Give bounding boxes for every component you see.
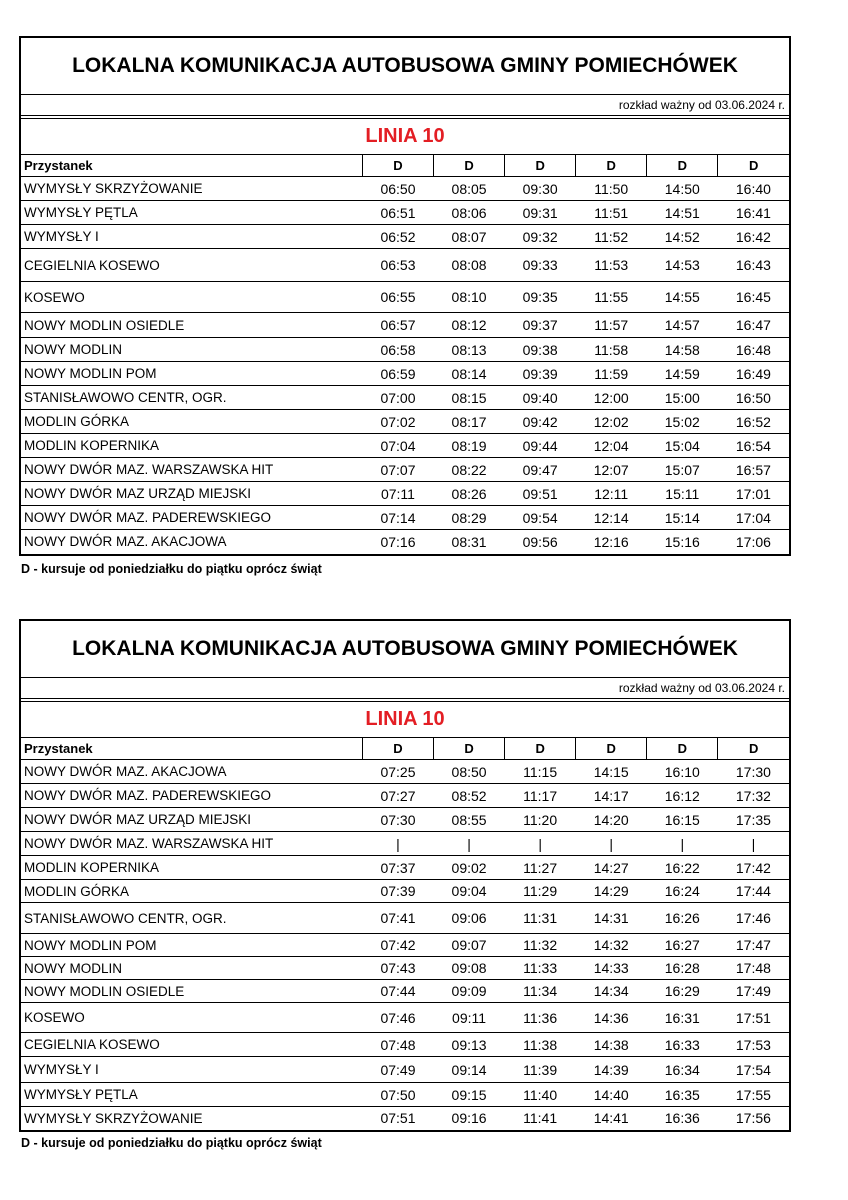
stop-name: NOWY DWÓR MAZ. PADEREWSKIEGO	[21, 506, 362, 530]
course-header: D	[647, 155, 718, 177]
departure-time: 16:12	[647, 784, 718, 808]
departure-time: 16:47	[718, 313, 789, 338]
departure-time: 12:11	[576, 482, 647, 506]
departure-time: 07:30	[362, 808, 433, 832]
departure-time: 08:05	[434, 177, 505, 201]
departure-time: 07:44	[362, 980, 433, 1003]
departure-time: 16:35	[647, 1083, 718, 1107]
timetable-outbound	[19, 36, 791, 576]
departure-time: 17:55	[718, 1083, 789, 1107]
departure-time: 12:04	[576, 434, 647, 458]
stop-name: CEGIELNIA KOSEWO	[21, 1033, 362, 1057]
departure-time: 08:17	[434, 410, 505, 434]
departure-time: |	[505, 832, 576, 856]
departure-time: 14:53	[647, 249, 718, 282]
table-row	[21, 784, 789, 808]
departure-time: 08:26	[434, 482, 505, 506]
departure-time: 14:55	[647, 282, 718, 313]
departure-time: 06:55	[362, 282, 433, 313]
stop-column-header: Przystanek	[21, 155, 362, 177]
stop-name: NOWY MODLIN POM	[21, 362, 362, 386]
departure-time: 09:38	[505, 338, 576, 362]
departure-time: 11:38	[505, 1033, 576, 1057]
departure-time: 14:39	[576, 1057, 647, 1083]
table-row	[21, 934, 789, 957]
departure-time: 16:36	[664, 1110, 700, 1127]
departure-time: 11:29	[505, 880, 576, 903]
departure-time: 11:51	[576, 201, 647, 225]
departure-time: 11:53	[576, 249, 647, 282]
stop-name: NOWY DWÓR MAZ. AKACJOWA	[24, 534, 227, 550]
stop-name: NOWY DWÓR MAZ URZĄD MIEJSKI	[21, 482, 362, 506]
departure-time: 14:51	[647, 201, 718, 225]
departure-time: 06:59	[362, 362, 433, 386]
departure-time: 11:34	[505, 980, 576, 1003]
departure-time: 11:41	[523, 1110, 558, 1127]
departure-time: 07:11	[362, 482, 433, 506]
departure-time: 12:02	[576, 410, 647, 434]
line-name: LINIA 10	[21, 119, 789, 155]
departure-time: 07:39	[362, 880, 433, 903]
stop-name: STANISŁAWOWO CENTR, OGR.	[21, 386, 362, 410]
departure-time: 12:16	[593, 533, 629, 550]
departure-time: 12:00	[576, 386, 647, 410]
departure-time: 09:35	[505, 282, 576, 313]
departure-time: 09:02	[434, 856, 505, 880]
table-row	[21, 225, 789, 249]
departure-time: 06:50	[362, 177, 433, 201]
departure-time: 15:02	[647, 410, 718, 434]
departure-time: 09:37	[505, 313, 576, 338]
table-row	[21, 482, 789, 506]
departure-time: 17:35	[718, 808, 789, 832]
departure-time: 14:38	[576, 1033, 647, 1057]
departure-time: 16:52	[718, 410, 789, 434]
table-row	[21, 1003, 789, 1033]
departure-time: 16:40	[718, 177, 789, 201]
stop-name: NOWY MODLIN	[21, 957, 362, 980]
timetable-title: LOKALNA KOMUNIKACJA AUTOBUSOWA GMINY POMIECHÓWEK	[21, 38, 789, 95]
table-row	[21, 313, 789, 338]
stop-name: NOWY DWÓR MAZ. PADEREWSKIEGO	[21, 784, 362, 808]
course-header: D	[647, 738, 718, 760]
schedule-rows	[21, 760, 789, 1130]
departure-time: 09:07	[434, 934, 505, 957]
departure-time: 16:43	[718, 249, 789, 282]
departure-time: 14:34	[576, 980, 647, 1003]
departure-time: 09:11	[434, 1003, 505, 1033]
departure-time: 09:51	[505, 482, 576, 506]
departure-time: 08:52	[434, 784, 505, 808]
table-row	[21, 832, 789, 856]
departure-time: 11:40	[505, 1083, 576, 1107]
departure-time: 09:31	[505, 201, 576, 225]
departure-time: 09:42	[505, 410, 576, 434]
stop-name: MODLIN KOPERNIKA	[21, 856, 362, 880]
schedule-rows	[21, 177, 789, 554]
timetable-frame	[19, 36, 791, 556]
departure-time: 15:00	[647, 386, 718, 410]
departure-time: 11:33	[505, 957, 576, 980]
departure-time: 08:12	[434, 313, 505, 338]
departure-time: 17:54	[718, 1057, 789, 1083]
departure-time: 14:57	[647, 313, 718, 338]
table-row	[21, 530, 789, 554]
departure-time: 09:56	[522, 533, 558, 550]
departure-time: 16:42	[718, 225, 789, 249]
departure-time: 14:32	[576, 934, 647, 957]
departure-time: 09:14	[434, 1057, 505, 1083]
course-header: D	[505, 738, 576, 760]
departure-time: 15:04	[647, 434, 718, 458]
departure-time: 07:14	[362, 506, 433, 530]
stop-name: KOSEWO	[21, 282, 362, 313]
departure-time: 17:01	[718, 482, 789, 506]
departure-time: |	[362, 832, 433, 856]
course-header: D	[576, 738, 647, 760]
departure-time: 16:49	[718, 362, 789, 386]
departure-time: 15:07	[647, 458, 718, 482]
departure-time: 11:52	[576, 225, 647, 249]
schedule-table	[21, 738, 789, 1130]
stop-name: WYMYSŁY SKRZYŻOWANIE	[24, 1110, 203, 1126]
departure-time: |	[718, 832, 789, 856]
departure-time: 07:04	[362, 434, 433, 458]
departure-time: 09:08	[434, 957, 505, 980]
table-row	[21, 201, 789, 225]
timetable-return	[19, 619, 791, 1150]
table-row	[21, 903, 789, 934]
departure-time: 16:22	[647, 856, 718, 880]
departure-time: 15:16	[664, 533, 700, 550]
table-row	[21, 808, 789, 832]
table-row	[21, 434, 789, 458]
schedule-table	[21, 155, 789, 554]
departure-time: 14:41	[593, 1110, 629, 1127]
table-row	[21, 410, 789, 434]
departure-time: 17:48	[718, 957, 789, 980]
departure-time: 09:47	[505, 458, 576, 482]
stop-name: MODLIN KOPERNIKA	[21, 434, 362, 458]
departure-time: 08:15	[434, 386, 505, 410]
departure-time: 06:52	[362, 225, 433, 249]
departure-time: 14:31	[576, 903, 647, 934]
departure-time: 09:40	[505, 386, 576, 410]
departure-time: 07:46	[362, 1003, 433, 1033]
departure-time: 15:14	[647, 506, 718, 530]
table-row	[21, 1107, 789, 1130]
stop-name: WYMYSŁY PĘTLA	[21, 201, 362, 225]
departure-time: 06:57	[362, 313, 433, 338]
departure-time: 14:27	[576, 856, 647, 880]
departure-time: 14:15	[576, 760, 647, 784]
departure-time: 07:51	[380, 1110, 416, 1127]
departure-time: 07:41	[362, 903, 433, 934]
departure-time: 07:27	[362, 784, 433, 808]
table-row	[21, 506, 789, 530]
course-header: D	[718, 738, 789, 760]
stop-name: WYMYSŁY I	[21, 225, 362, 249]
departure-time: 09:15	[434, 1083, 505, 1107]
stop-name: NOWY DWÓR MAZ. AKACJOWA	[21, 760, 362, 784]
line-name: LINIA 10	[21, 702, 789, 738]
departure-time: 14:58	[647, 338, 718, 362]
departure-time: 07:16	[380, 533, 416, 550]
course-header: D	[362, 155, 433, 177]
stop-name: MODLIN GÓRKA	[21, 410, 362, 434]
departure-time: 07:00	[362, 386, 433, 410]
departure-time: 16:45	[718, 282, 789, 313]
departure-time: 16:41	[718, 201, 789, 225]
departure-time: 09:30	[505, 177, 576, 201]
departure-time: 14:36	[576, 1003, 647, 1033]
course-header: D	[576, 155, 647, 177]
departure-time: 17:42	[718, 856, 789, 880]
table-row	[21, 249, 789, 282]
stop-name: NOWY MODLIN POM	[21, 934, 362, 957]
departure-time: 17:51	[718, 1003, 789, 1033]
departure-time: 15:11	[647, 482, 718, 506]
stop-name: NOWY DWÓR MAZ. WARSZAWSKA HIT	[21, 458, 362, 482]
departure-time: 09:09	[434, 980, 505, 1003]
departure-time: 11:17	[505, 784, 576, 808]
departure-time: 07:50	[362, 1083, 433, 1107]
timetable-frame	[19, 619, 791, 1132]
departure-time: 08:06	[434, 201, 505, 225]
header-row	[21, 738, 789, 760]
departure-time: 09:16	[451, 1110, 487, 1127]
departure-time: |	[647, 832, 718, 856]
table-row	[21, 957, 789, 980]
table-row	[21, 1083, 789, 1107]
table-row	[21, 338, 789, 362]
timetable-title: LOKALNA KOMUNIKACJA AUTOBUSOWA GMINY POMIECHÓWEK	[21, 621, 789, 678]
course-header: D	[434, 155, 505, 177]
departure-time: 07:37	[362, 856, 433, 880]
departure-time: 11:55	[576, 282, 647, 313]
departure-time: 14:20	[576, 808, 647, 832]
table-row	[21, 1057, 789, 1083]
departure-time: 11:39	[505, 1057, 576, 1083]
table-row	[21, 880, 789, 903]
departure-time: 08:31	[451, 533, 487, 550]
legend-note: D - kursuje od poniedziałku do piątku oprócz świąt	[21, 561, 322, 576]
departure-time: 17:32	[718, 784, 789, 808]
table-row	[21, 458, 789, 482]
departure-time: 07:43	[362, 957, 433, 980]
departure-time: 09:44	[505, 434, 576, 458]
departure-time: 16:26	[647, 903, 718, 934]
stop-name: NOWY MODLIN OSIEDLE	[21, 313, 362, 338]
table-row	[21, 362, 789, 386]
table-row	[21, 1033, 789, 1057]
legend-note: D - kursuje od poniedziałku do piątku oprócz świąt	[21, 1135, 322, 1150]
departure-time: 07:07	[362, 458, 433, 482]
departure-time: 11:58	[576, 338, 647, 362]
stop-name: NOWY DWÓR MAZ URZĄD MIEJSKI	[21, 808, 362, 832]
departure-time: 16:57	[718, 458, 789, 482]
departure-time: 17:53	[718, 1033, 789, 1057]
stop-name: WYMYSŁY PĘTLA	[21, 1083, 362, 1107]
departure-time: 11:31	[505, 903, 576, 934]
departure-time: 17:49	[718, 980, 789, 1003]
departure-time: 16:15	[647, 808, 718, 832]
departure-time: 08:14	[434, 362, 505, 386]
departure-time: 08:13	[434, 338, 505, 362]
departure-time: 09:13	[434, 1033, 505, 1057]
departure-time: 06:51	[362, 201, 433, 225]
departure-time: |	[576, 832, 647, 856]
stop-name: NOWY MODLIN	[21, 338, 362, 362]
departure-time: 07:25	[362, 760, 433, 784]
departure-time: 11:50	[576, 177, 647, 201]
departure-time: 07:48	[362, 1033, 433, 1057]
header-row	[21, 155, 789, 177]
table-row	[21, 177, 789, 201]
stop-name: NOWY DWÓR MAZ. WARSZAWSKA HIT	[21, 832, 362, 856]
stop-column-header: Przystanek	[21, 738, 362, 760]
departure-time: |	[434, 832, 505, 856]
departure-time: 16:34	[647, 1057, 718, 1083]
departure-time: 14:52	[647, 225, 718, 249]
departure-time: 08:10	[434, 282, 505, 313]
departure-time: 07:42	[362, 934, 433, 957]
departure-time: 08:50	[434, 760, 505, 784]
departure-time: 16:54	[718, 434, 789, 458]
departure-time: 14:17	[576, 784, 647, 808]
departure-time: 11:15	[505, 760, 576, 784]
departure-time: 17:04	[718, 506, 789, 530]
departure-time: 08:08	[434, 249, 505, 282]
table-row	[21, 856, 789, 880]
stop-name: KOSEWO	[21, 1003, 362, 1033]
departure-time: 14:40	[576, 1083, 647, 1107]
departure-time: 09:54	[505, 506, 576, 530]
departure-time: 14:50	[647, 177, 718, 201]
course-header: D	[434, 738, 505, 760]
stop-name: CEGIELNIA KOSEWO	[21, 249, 362, 282]
stop-name: NOWY MODLIN OSIEDLE	[21, 980, 362, 1003]
departure-time: 07:02	[362, 410, 433, 434]
departure-time: 16:10	[647, 760, 718, 784]
departure-time: 06:58	[362, 338, 433, 362]
departure-time: 16:31	[647, 1003, 718, 1033]
departure-time: 09:33	[505, 249, 576, 282]
departure-time: 12:07	[576, 458, 647, 482]
stop-name: STANISŁAWOWO CENTR, OGR.	[21, 903, 362, 934]
departure-time: 17:46	[718, 903, 789, 934]
table-row	[21, 282, 789, 313]
stop-name: WYMYSŁY SKRZYŻOWANIE	[21, 177, 362, 201]
departure-time: 16:27	[647, 934, 718, 957]
table-row	[21, 386, 789, 410]
validity-date: rozkład ważny od 03.06.2024 r.	[21, 95, 789, 116]
departure-time: 08:19	[434, 434, 505, 458]
departure-time: 06:53	[362, 249, 433, 282]
departure-time: 14:59	[647, 362, 718, 386]
departure-time: 09:06	[434, 903, 505, 934]
departure-time: 09:04	[434, 880, 505, 903]
departure-time: 17:47	[718, 934, 789, 957]
departure-time: 17:44	[718, 880, 789, 903]
departure-time: 08:55	[434, 808, 505, 832]
departure-time: 12:14	[576, 506, 647, 530]
departure-time: 17:56	[735, 1110, 771, 1127]
departure-time: 17:06	[735, 533, 771, 550]
course-header: D	[362, 738, 433, 760]
departure-time: 07:49	[362, 1057, 433, 1083]
departure-time: 11:32	[505, 934, 576, 957]
departure-time: 11:36	[505, 1003, 576, 1033]
departure-time: 08:29	[434, 506, 505, 530]
departure-time: 16:28	[647, 957, 718, 980]
stop-name: WYMYSŁY I	[21, 1057, 362, 1083]
validity-date: rozkład ważny od 03.06.2024 r.	[21, 678, 789, 699]
course-header: D	[718, 155, 789, 177]
departure-time: 17:30	[718, 760, 789, 784]
departure-time: 09:32	[505, 225, 576, 249]
departure-time: 16:33	[647, 1033, 718, 1057]
departure-time: 11:59	[576, 362, 647, 386]
table-row	[21, 760, 789, 784]
departure-time: 16:24	[647, 880, 718, 903]
departure-time: 08:07	[434, 225, 505, 249]
departure-time: 14:33	[576, 957, 647, 980]
table-row	[21, 980, 789, 1003]
departure-time: 11:57	[576, 313, 647, 338]
departure-time: 14:29	[576, 880, 647, 903]
departure-time: 11:27	[505, 856, 576, 880]
course-header: D	[505, 155, 576, 177]
departure-time: 16:48	[718, 338, 789, 362]
departure-time: 16:50	[718, 386, 789, 410]
departure-time: 11:20	[505, 808, 576, 832]
departure-time: 08:22	[434, 458, 505, 482]
departure-time: 09:39	[505, 362, 576, 386]
departure-time: 16:29	[647, 980, 718, 1003]
stop-name: MODLIN GÓRKA	[21, 880, 362, 903]
